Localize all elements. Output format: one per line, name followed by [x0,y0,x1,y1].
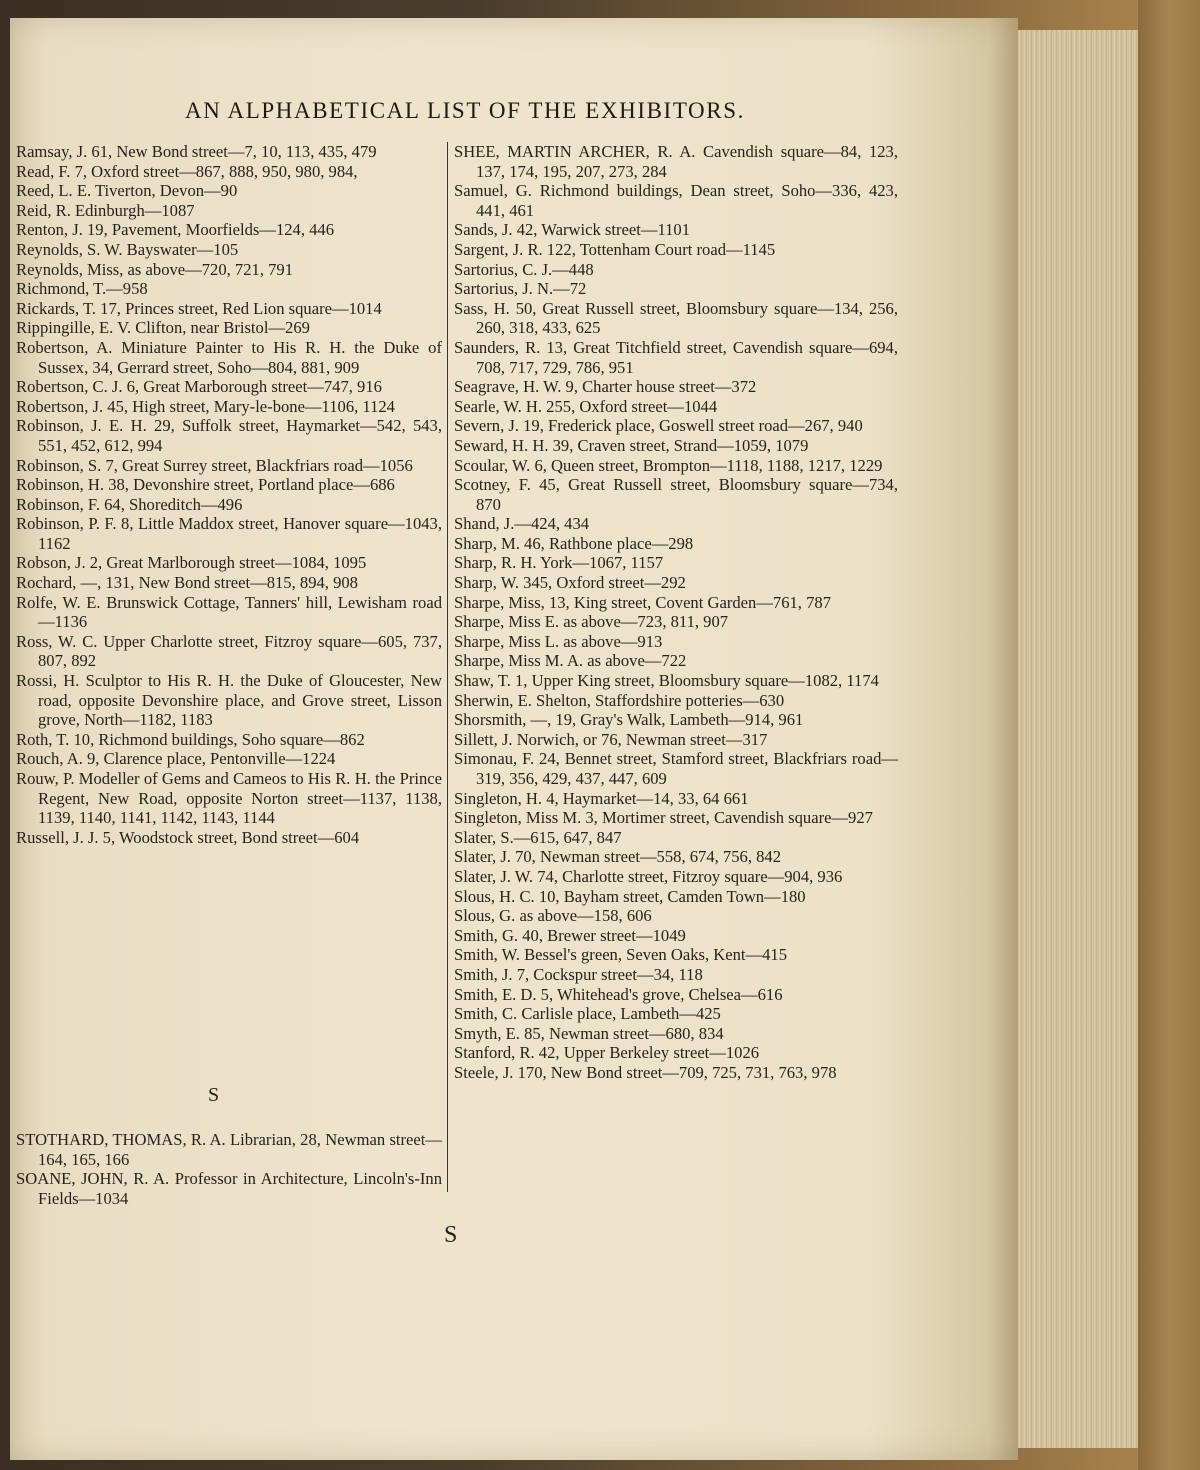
list-item: Russell, J. J. 5, Woodstock street, Bond street—604 [16,827,360,847]
list-item: Singleton, H. 4, Haymarket—14, 33, 64 661 [454,788,749,808]
page-edges [1018,30,1138,1448]
list-item: Slous, H. C. 10, Bayham street, Camden Town—180 [454,886,806,906]
list-item: Ramsay, J. 61, New Bond street—7, 10, 113, 435, 479 [16,142,377,161]
list-item: Renton, J. 19, Pavement, Moorfields—124, 446 [16,220,335,240]
list-item: Smith, G. 40, Brewer street—1049 [454,925,686,945]
column-divider [447,142,448,1192]
list-item: Sharp, W. 345, Oxford street—292 [454,573,686,593]
list-item: Rossi, H. Sculptor to His R. H. the Duke of Gloucester, New road, opposite Devonshire place, and Grove street, Lisson grove, North—1182, 1183 [16,671,442,730]
list-item: Reynolds, S. W. Bayswater—105 [16,239,239,259]
list-item: Sargent, J. R. 122, Tottenham Court road—1145 [454,239,776,259]
list-item: Scotney, F. 45, Great Russell street, Bloomsbury square—734, 870 [454,475,898,514]
list-item: Sass, H. 50, Great Russell street, Bloomsbury square—134, 256, 260, 318, 433, 625 [454,298,898,338]
list-item: Shand, J.—424, 434 [454,514,590,534]
list-item: Smith, C. Carlisle place, Lambeth—425 [454,1004,721,1024]
list-item: Ross, W. C. Upper Charlotte street, Fitzroy square—605, 737, 807, 892 [16,631,442,671]
list-item: Rouw, P. Modeller of Gems and Cameos to His R. H. the Prince Regent, New Road, opposite Norton street—1137, 1138, 1139, 1140, 1141, 1142, 1143, 1144 [16,769,442,828]
section-letter: S [208,1084,220,1106]
right-column [454,142,898,1083]
list-item: Slater, J. W. 74, Charlotte street, Fitzroy square—904, 936 [454,866,843,886]
list-item: Seward, H. H. 39, Craven street, Strand—1059, 1079 [454,435,809,455]
list-item: Stanford, R. 42, Upper Berkeley street—1026 [454,1043,760,1063]
list-item: Smith, W. Bessel's green, Seven Oaks, Kent—415 [454,945,787,965]
list-item: Robertson, C. J. 6, Great Marborough street—747, 916 [16,377,382,397]
list-item: Sharpe, Miss, 13, King street, Covent Garden—761, 787 [454,592,831,612]
list-item: Sharp, R. H. York—1067, 1157 [454,553,664,573]
book-board-edge [1138,0,1200,1470]
list-item: SHEE, MARTIN ARCHER, R. A. Cavendish square—84, 123, 137, 174, 195, 207, 273, 284 [454,142,898,181]
list-item: Sharpe, Miss L. as above—913 [454,631,663,651]
list-item: STOTHARD, THOMAS, R. A. Librarian, 28, Newman street—164, 165, 166 [16,1130,442,1169]
list-item: Sherwin, E. Shelton, Staffordshire potteries—630 [454,690,785,710]
list-item: Scoular, W. 6, Queen street, Brompton—1118, 1188, 1217, 1229 [454,455,883,475]
list-item: Read, F. 7, Oxford street—867, 888, 950, 980, 984, [16,161,358,181]
list-item: Singleton, Miss M. 3, Mortimer street, Cavendish square—927 [454,808,873,828]
list-item: Sillett, J. Norwich, or 76, Newman street—317 [454,729,768,749]
list-item: Shorsmith, —, 19, Gray's Walk, Lambeth—914, 961 [454,710,804,730]
list-item: Robertson, J. 45, High street, Mary-le-bone—1106, 1124 [16,396,395,416]
list-item: Robinson, S. 7, Great Surrey street, Blackfriars road—1056 [16,455,413,475]
list-item: SOANE, JOHN, R. A. Professor in Architecture, Lincoln's-Inn Fields—1034 [16,1169,442,1208]
list-item: Smith, E. D. 5, Whitehead's grove, Chelsea—616 [454,984,783,1004]
list-item: Smith, J. 7, Cockspur street—34, 118 [454,964,703,984]
left-column [16,142,442,847]
list-item: Sartorius, C. J.—448 [454,259,594,279]
list-item: Slater, S.—615, 647, 847 [454,827,622,847]
list-item: Robinson, P. F. 8, Little Maddox street, Hanover square—1043, 1162 [16,514,442,553]
list-item: Rickards, T. 17, Princes street, Red Lion square—1014 [16,298,382,318]
list-item: Simonau, F. 24, Bennet street, Stamford street, Blackfriars road—319, 356, 429, 437, 447, 609 [454,749,898,788]
list-item: Roth, T. 10, Richmond buildings, Soho square—862 [16,729,365,749]
list-item: Reid, R. Edinburgh—1087 [16,200,195,220]
list-item: Richmond, T.—958 [16,279,148,299]
list-item: Reed, L. E. Tiverton, Devon—90 [16,181,238,201]
list-item: Sharp, M. 46, Rathbone place—298 [454,533,694,553]
list-item: Sharpe, Miss E. as above—723, 811, 907 [454,612,729,632]
list-item: Rochard, —, 131, New Bond street—815, 894, 908 [16,573,358,593]
list-item: Sartorius, J. N.—72 [454,279,587,299]
list-item: Severn, J. 19, Frederick place, Goswell street road—267, 940 [454,416,863,436]
list-item: Steele, J. 170, New Bond street—709, 725, 731, 763, 978 [454,1062,837,1082]
list-item: Searle, W. H. 255, Oxford street—1044 [454,396,718,416]
page-title: AN ALPHABETICAL LIST OF THE EXHIBITORS. [185,98,745,123]
list-item: Slous, G. as above—158, 606 [454,906,652,926]
list-item: Rouch, A. 9, Clarence place, Pentonville—1224 [16,749,336,769]
left-s-section [16,1130,442,1208]
list-item: Robinson, H. 38, Devonshire street, Portland place—686 [16,475,395,495]
list-item: Robson, J. 2, Great Marlborough street—1084, 1095 [16,553,367,573]
list-item: Rolfe, W. E. Brunswick Cottage, Tanners' hill, Lewisham road—1136 [16,592,442,632]
list-item: Robertson, A. Miniature Painter to His R. H. the Duke of Sussex, 34, Gerrard street, Soho—804, 881, 909 [16,337,442,377]
list-item: Reynolds, Miss, as above—720, 721, 791 [16,259,294,279]
list-item: Saunders, R. 13, Great Titchfield street, Cavendish square—694, 708, 717, 729, 786, 951 [454,337,898,377]
list-item: Smyth, E. 85, Newman street—680, 834 [454,1023,724,1043]
list-item: Rippingille, E. V. Clifton, near Bristol—269 [16,318,310,338]
signature-mark: S [444,1222,458,1248]
list-item: Sharpe, Miss M. A. as above—722 [454,651,687,671]
list-item: Robinson, F. 64, Shoreditch—496 [16,494,243,514]
list-item: Samuel, G. Richmond buildings, Dean street, Soho—336, 423, 441, 461 [454,181,898,220]
list-item: Shaw, T. 1, Upper King street, Bloomsbury square—1082, 1174 [454,671,879,691]
list-item: Sands, J. 42, Warwick street—1101 [454,220,691,240]
list-item: Seagrave, H. W. 9, Charter house street—372 [454,377,757,397]
list-item: Slater, J. 70, Newman street—558, 674, 756, 842 [454,847,782,867]
list-item: Robinson, J. E. H. 29, Suffolk street, Haymarket—542, 543, 551, 452, 612, 994 [16,416,442,455]
